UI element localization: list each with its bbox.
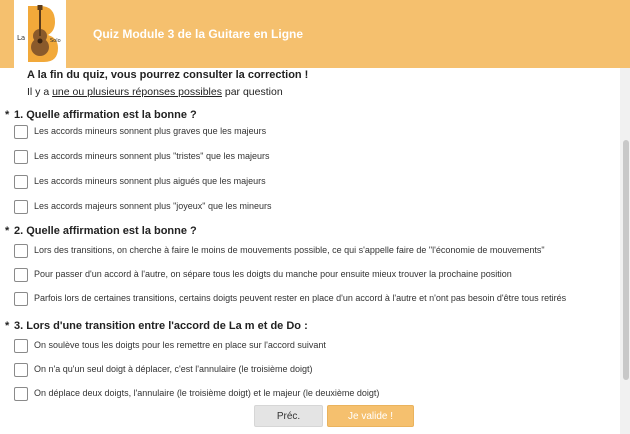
submit-button[interactable]: Je valide ! [327, 405, 414, 427]
checkbox[interactable] [14, 268, 28, 282]
svg-text:La: La [17, 34, 26, 42]
checkbox[interactable] [14, 175, 28, 189]
checkbox[interactable] [14, 339, 28, 353]
intro-instructions: Il y a une ou plusieurs réponses possibles par question [27, 86, 283, 98]
question-3-title: * 3. Lors d'une transition entre l'accord de La m et de Do : [5, 320, 308, 332]
required-marker: * [5, 225, 10, 237]
checkbox[interactable] [14, 363, 28, 377]
checkbox[interactable] [14, 150, 28, 164]
checkbox[interactable] [14, 200, 28, 214]
checkbox[interactable] [14, 292, 28, 306]
checkbox[interactable] [14, 244, 28, 258]
guitar-logo-icon [14, 0, 66, 68]
svg-text:Solo: Solo [50, 38, 61, 44]
page-title: Quiz Module 3 de la Guitare en Ligne [93, 27, 304, 41]
required-marker: * [5, 320, 10, 332]
checkbox[interactable] [14, 125, 28, 139]
quiz-header [0, 0, 630, 68]
checkbox[interactable] [14, 387, 28, 401]
intro-text: A la fin du quiz, vous pourrez consulter la correction ! [27, 69, 309, 81]
guitar-logo [14, 0, 66, 68]
previous-button[interactable]: Préc. [254, 405, 323, 427]
scrollbar-thumb[interactable] [623, 140, 629, 380]
question-1-title: * 1. Quelle affirmation est la bonne ? [5, 109, 197, 121]
required-marker: * [5, 109, 10, 121]
vertical-scrollbar[interactable] [620, 68, 630, 434]
question-2-title: * 2. Quelle affirmation est la bonne ? [5, 225, 197, 237]
